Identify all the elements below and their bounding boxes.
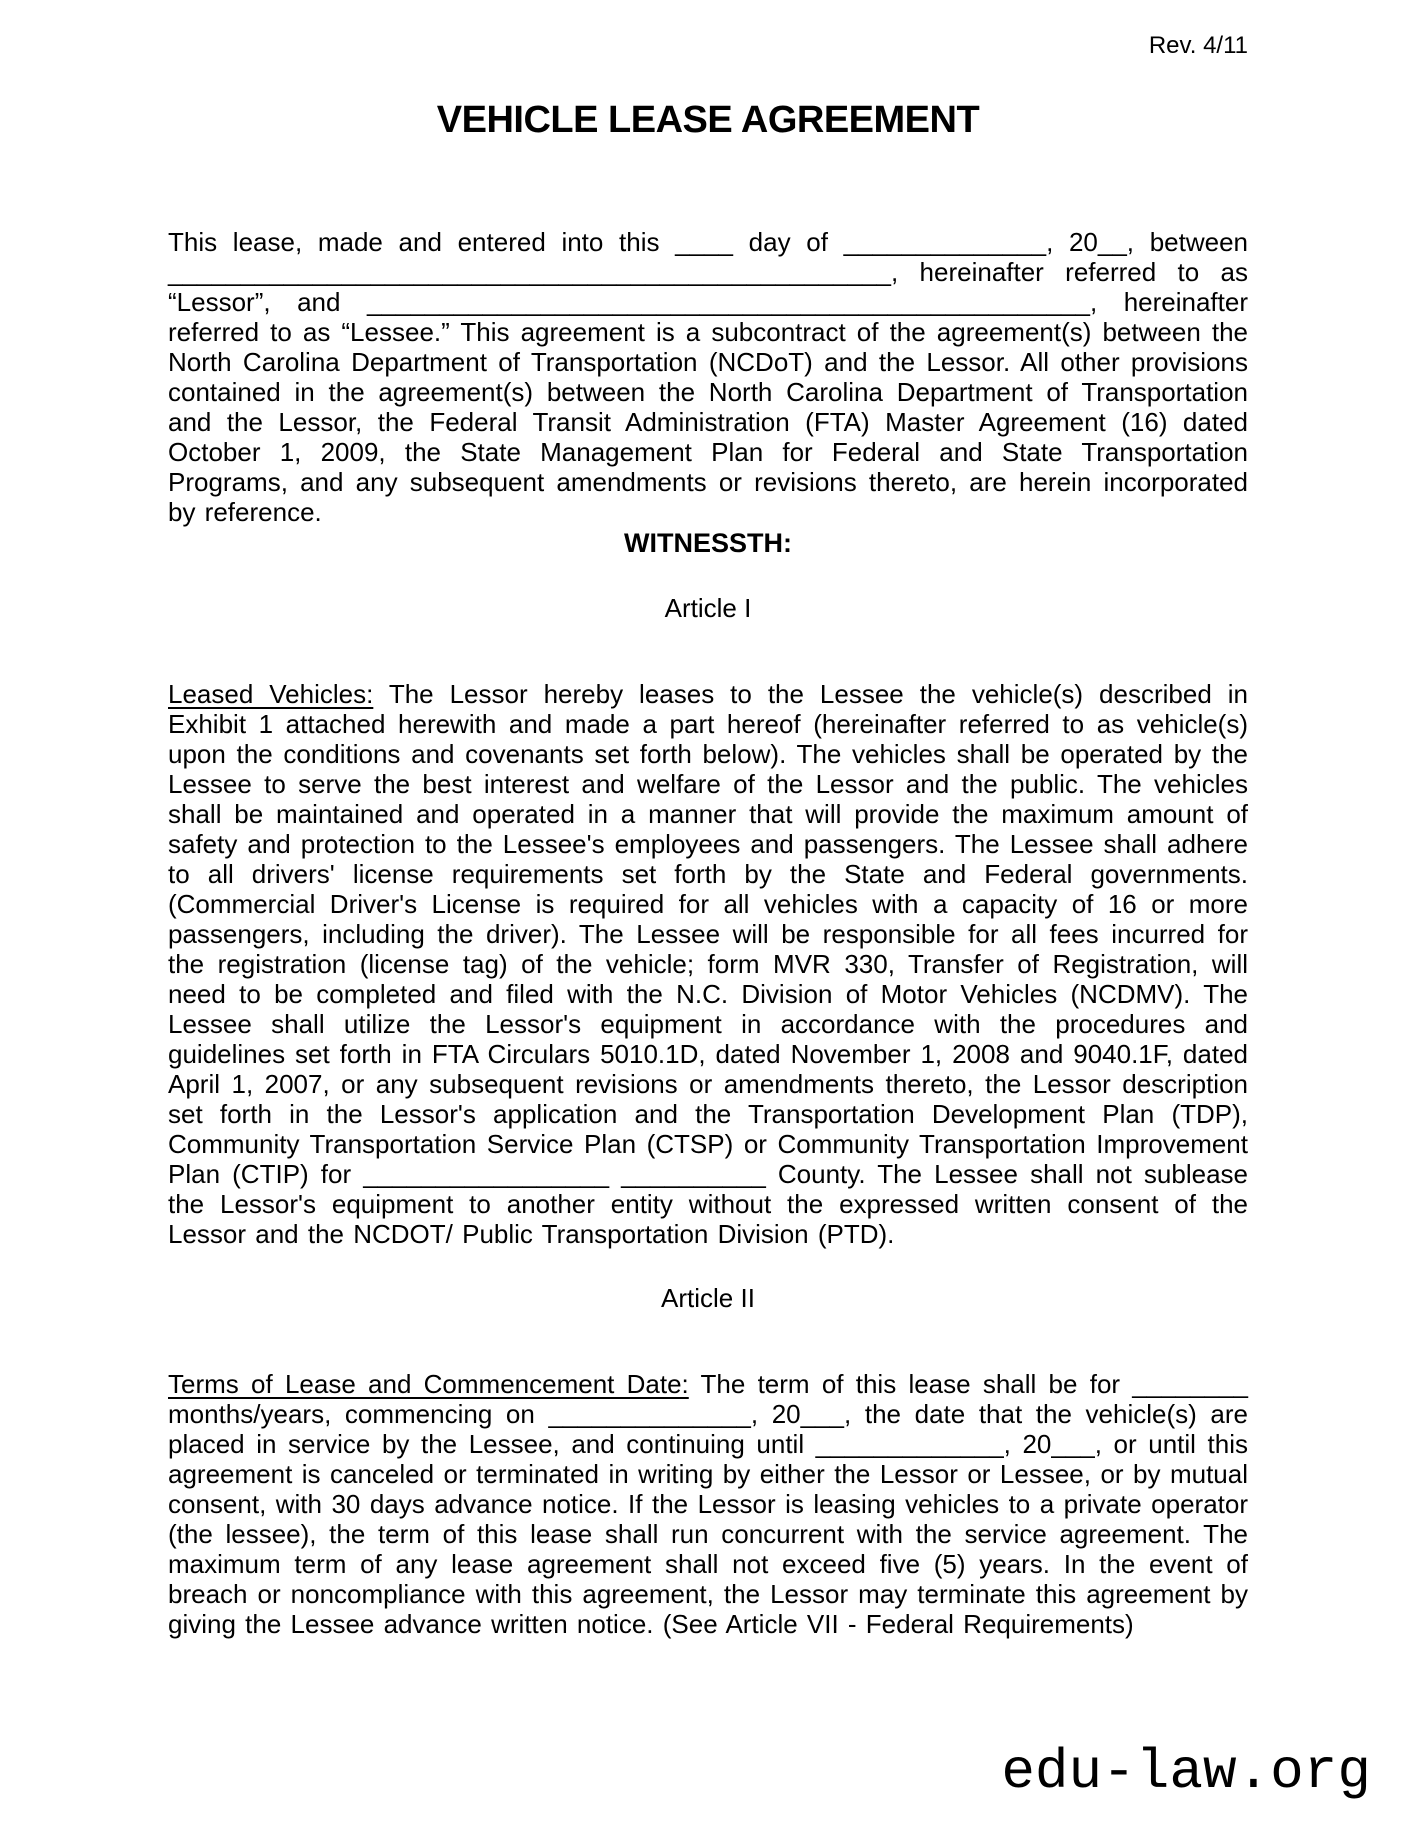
article-2-body: The term of this lease shall be for ________ months/years, commencing on ______________, 20___, the date that the vehicle(s) are placed in service by the Lessee, and continuing until _____________, 20___, or until this agreement is canceled or terminated in writing by either the Lessor or Lessee, or by mutual consent, with 30 days advance notice. If the Lessor is leasing vehicles to a private operator (the lessee), the term of this lease shall run concurrent with the service agreement. The maximum term of any lease agreement shall not exceed five (5) years. In the event of breach or noncompliance with this agreement, the Lessor may terminate this agreement by giving the Lessee advance written notice. (See Article VII - Federal Requirements) [168,1369,1248,1639]
article-1-body: The Lessor hereby leases to the Lessee the vehicle(s) described in Exhibit 1 attached herewith and made a part hereof (hereinafter referred to as vehicle(s) upon the conditions and covenants set forth below). The vehicles shall be operated by the Lessee to serve the best interest and welfare of the Lessor and the public. The vehicles shall be maintained and operated in a manner that will provide the maximum amount of safety and protection to the Lessee's employees and passengers. The Lessee shall adhere to all drivers' license requirements set forth by the State and Federal governments. (Commercial Driver's License is required for all vehicles with a capacity of 16 or more passengers, including the driver). The Lessee will be responsible for all fees incurred for the registration (license tag) of the vehicle; form MVR 330, Transfer of Registration, will need to be completed and filed with the N.C. Division of Motor Vehicles (NCDMV). The Lessee shall utilize the Lessor's equipment in accordance with the procedures and guidelines set forth in FTA Circulars 5010.1D, dated November 1, 2008 and 9040.1F, dated April 1, 2007, or any subsequent revisions or amendments thereto, the Lessor description set forth in the Lessor's application and the Transportation Development Plan (TDP), Community Transportation Service Plan (CTSP) or Community Transportation Improvement Plan (CTIP) for _________________ __________ County. The Lessee shall not sublease the Lessor's equipment to another entity without the expressed written consent of the Lessor and the NCDOT/ Public Transportation Division (PTD). [168,679,1248,1249]
watermark-text: edu-law.org [1001,1740,1371,1804]
article-2-heading: Article II [661,1283,755,1313]
revision-label: Rev. 4/11 [1148,32,1248,59]
document-title: VEHICLE LEASE AGREEMENT [436,99,980,141]
article-2-lead: Terms of Lease and Commencement Date: [168,1369,689,1399]
intro-paragraph: This lease, made and entered into this ____ day of ______________, 20__, between __________________________________________________, hereinafter referred to as “Lessor”, and __________________________________________________, hereinafter referred to as “Lessee.” This agreement is a subcontract of the agreement(s) between the North Carolina Department of Transportation (NCDoT) and the Lessor. All other provisions contained in the agreement(s) between the North Carolina Department of Transportation and the Lessor, the Federal Transit Administration (FTA) Master Agreement (16) dated October 1, 2009, the State Management Plan for Federal and State Transportation Programs, and any subsequent amendments or revisions thereto, are herein incorporated by reference. [168,227,1248,527]
witnesseth-heading: WITNESSTH: [624,528,792,558]
article-1-lead: Leased Vehicles: [168,679,374,709]
article-2-paragraph [168,1369,1248,1639]
article-1-paragraph [168,679,1248,1249]
article-1-heading: Article I [664,593,752,623]
